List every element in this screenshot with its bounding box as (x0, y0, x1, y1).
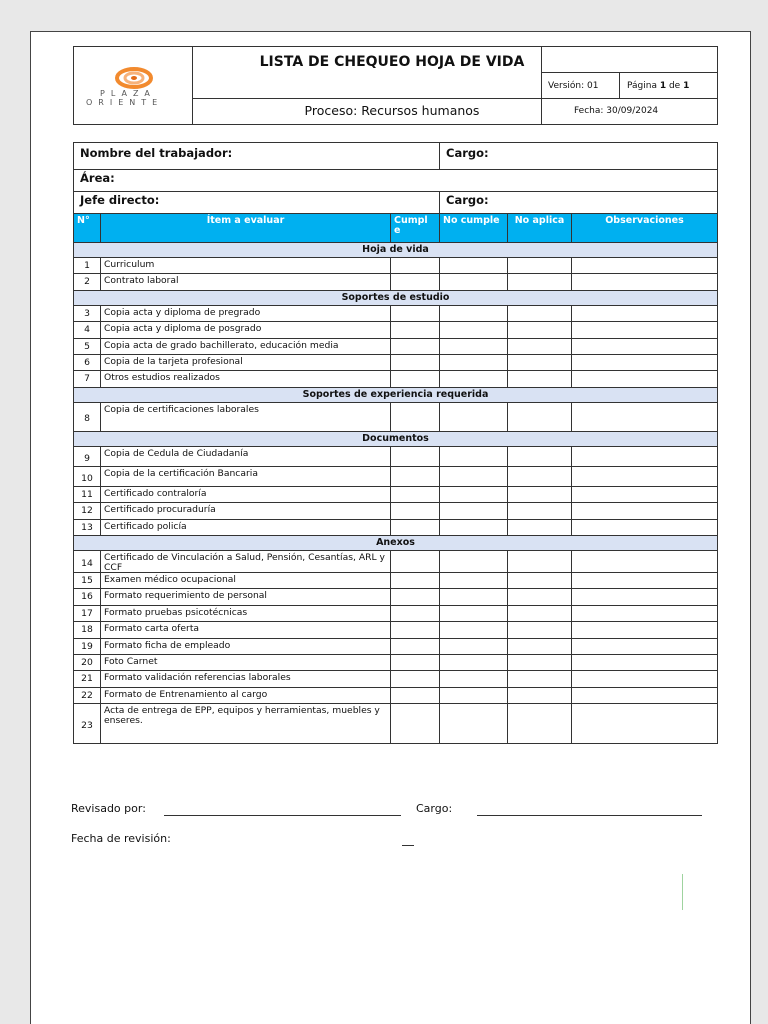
no-aplica-cell[interactable] (508, 688, 572, 704)
item-text: Certificado policía (101, 520, 391, 536)
item-number: 23 (73, 704, 101, 744)
no-aplica-cell[interactable] (508, 589, 572, 605)
col-no-aplica: No aplica (508, 214, 572, 243)
item-text: Copia de certificaciones laborales (101, 403, 391, 432)
observaciones-cell[interactable] (572, 403, 718, 432)
section-header: Anexos (73, 536, 718, 551)
item-text: Formato requerimiento de personal (101, 589, 391, 605)
table-row (73, 671, 718, 687)
no-aplica-cell[interactable] (508, 487, 572, 503)
cumple-cell[interactable] (391, 551, 440, 573)
item-text: Formato de Entrenamiento al cargo (101, 688, 391, 704)
table-row (73, 551, 718, 573)
no-cumple-cell[interactable] (440, 655, 508, 671)
no-aplica-cell[interactable] (508, 274, 572, 290)
cumple-cell[interactable] (391, 520, 440, 536)
observaciones-cell[interactable] (572, 622, 718, 638)
table-row (73, 371, 718, 387)
no-aplica-cell[interactable] (508, 573, 572, 589)
item-number: 21 (73, 671, 101, 687)
observaciones-cell[interactable] (572, 551, 718, 573)
observaciones-cell[interactable] (572, 503, 718, 519)
item-number: 22 (73, 688, 101, 704)
item-number: 3 (73, 306, 101, 322)
table-row (73, 520, 718, 536)
table-row (73, 704, 718, 744)
item-number: 14 (73, 551, 101, 573)
item-text: Otros estudios realizados (101, 371, 391, 387)
no-aplica-cell[interactable] (508, 551, 572, 573)
column-header-row (73, 214, 718, 243)
item-text: Copia acta y diploma de posgrado (101, 322, 391, 338)
cursor-mark (682, 874, 683, 910)
observaciones-cell[interactable] (572, 704, 718, 744)
item-text: Acta de entrega de EPP, equipos y herramientas, muebles y enseres. (101, 704, 391, 744)
no-cumple-cell[interactable] (440, 573, 508, 589)
item-number: 4 (73, 322, 101, 338)
no-cumple-cell[interactable] (440, 589, 508, 605)
item-text: Copia de Cedula de Ciudadanía (101, 447, 391, 467)
col-no-cumple: No cumple (440, 214, 508, 243)
observaciones-cell[interactable] (572, 671, 718, 687)
item-text: Contrato laboral (101, 274, 391, 290)
item-number: 20 (73, 655, 101, 671)
table-row (73, 403, 718, 432)
observaciones-cell[interactable] (572, 258, 718, 274)
item-text: Copia acta y diploma de pregrado (101, 306, 391, 322)
no-aplica-cell[interactable] (508, 447, 572, 467)
table-row (73, 274, 718, 290)
no-cumple-cell[interactable] (440, 403, 508, 432)
item-text: Certificado de Vinculación a Salud, Pensión, Cesantías, ARL y CCF (101, 551, 391, 573)
item-text: Copia de la certificación Bancaria (101, 467, 391, 487)
boss-cargo-label[interactable]: Cargo: (440, 192, 718, 214)
observaciones-cell[interactable] (572, 306, 718, 322)
footer-cargo-line[interactable] (477, 815, 702, 816)
document-header (73, 46, 718, 125)
item-number: 2 (73, 274, 101, 290)
no-cumple-cell[interactable] (440, 606, 508, 622)
item-text: Formato ficha de empleado (101, 639, 391, 655)
no-cumple-cell[interactable] (440, 447, 508, 467)
page-number: Página 1 de 1 (627, 81, 690, 91)
item-number: 7 (73, 371, 101, 387)
observaciones-cell[interactable] (572, 639, 718, 655)
item-text: Formato validación referencias laborales (101, 671, 391, 687)
item-number: 16 (73, 589, 101, 605)
cumple-cell[interactable] (391, 688, 440, 704)
no-cumple-cell[interactable] (440, 371, 508, 387)
observaciones-cell[interactable] (572, 339, 718, 355)
observaciones-cell[interactable] (572, 589, 718, 605)
item-text: Formato carta oferta (101, 622, 391, 638)
item-number: 13 (73, 520, 101, 536)
no-aplica-cell[interactable] (508, 671, 572, 687)
observaciones-cell[interactable] (572, 688, 718, 704)
cumple-cell[interactable] (391, 503, 440, 519)
cumple-cell[interactable] (391, 606, 440, 622)
logo-text-bottom: ORIENTE (86, 98, 164, 107)
cumple-cell[interactable] (391, 355, 440, 371)
table-row (73, 622, 718, 638)
area-label[interactable]: Área: (73, 170, 718, 192)
cumple-cell[interactable] (391, 573, 440, 589)
no-aplica-cell[interactable] (508, 403, 572, 432)
item-number: 6 (73, 355, 101, 371)
table-row (73, 467, 718, 487)
no-aplica-cell[interactable] (508, 306, 572, 322)
cumple-cell[interactable] (391, 447, 440, 467)
logo-icon (114, 67, 154, 89)
item-text: Certificado procuraduría (101, 503, 391, 519)
section-header: Soportes de experiencia requerida (73, 388, 718, 403)
item-text: Examen médico ocupacional (101, 573, 391, 589)
no-aplica-cell[interactable] (508, 520, 572, 536)
version-label: Versión: 01 (548, 81, 599, 91)
observaciones-cell[interactable] (572, 371, 718, 387)
worker-name-label: Nombre del trabajador: (73, 142, 440, 170)
table-row (73, 322, 718, 338)
no-cumple-cell[interactable] (440, 339, 508, 355)
table-row (73, 447, 718, 467)
cumple-cell[interactable] (391, 371, 440, 387)
table-row (73, 503, 718, 519)
item-number: 11 (73, 487, 101, 503)
cumple-cell[interactable] (391, 306, 440, 322)
no-cumple-cell[interactable] (440, 306, 508, 322)
item-number: 15 (73, 573, 101, 589)
cumple-cell[interactable] (391, 704, 440, 744)
footer-cargo-label: Cargo: (416, 802, 453, 815)
no-cumple-cell[interactable] (440, 688, 508, 704)
item-text: Copia acta de grado bachillerato, educación media (101, 339, 391, 355)
observaciones-cell[interactable] (572, 322, 718, 338)
item-text: Certificado contraloría (101, 487, 391, 503)
observaciones-cell[interactable] (572, 467, 718, 487)
table-row (73, 355, 718, 371)
no-cumple-cell[interactable] (440, 274, 508, 290)
item-number: 1 (73, 258, 101, 274)
section-header: Documentos (73, 432, 718, 447)
table-row (73, 306, 718, 322)
no-cumple-cell[interactable] (440, 467, 508, 487)
no-aplica-cell[interactable] (508, 655, 572, 671)
observaciones-cell[interactable] (572, 355, 718, 371)
no-cumple-cell[interactable] (440, 622, 508, 638)
table-row (73, 606, 718, 622)
section-header: Soportes de estudio (73, 291, 718, 306)
cumple-cell[interactable] (391, 655, 440, 671)
no-aplica-cell[interactable] (508, 339, 572, 355)
observaciones-cell[interactable] (572, 487, 718, 503)
no-aplica-cell[interactable] (508, 503, 572, 519)
cumple-cell[interactable] (391, 487, 440, 503)
no-aplica-cell[interactable] (508, 606, 572, 622)
no-aplica-cell[interactable] (508, 704, 572, 744)
no-aplica-cell[interactable] (508, 639, 572, 655)
document-title: LISTA DE CHEQUEO HOJA DE VIDA (259, 54, 525, 70)
no-cumple-cell[interactable] (440, 322, 508, 338)
no-cumple-cell[interactable] (440, 704, 508, 744)
item-number: 17 (73, 606, 101, 622)
no-cumple-cell[interactable] (440, 551, 508, 573)
table-row (73, 688, 718, 704)
section-header: Hoja de vida (73, 243, 718, 258)
no-cumple-cell[interactable] (440, 520, 508, 536)
item-text: Formato pruebas psicotécnicas (101, 606, 391, 622)
cumple-cell[interactable] (391, 639, 440, 655)
cumple-cell[interactable] (391, 403, 440, 432)
table-row (73, 655, 718, 671)
cumple-cell[interactable] (391, 671, 440, 687)
table-row (73, 339, 718, 355)
no-cumple-cell[interactable] (440, 639, 508, 655)
plaza-oriente-logo (84, 69, 192, 119)
observaciones-cell[interactable] (572, 520, 718, 536)
cumple-cell[interactable] (391, 467, 440, 487)
observaciones-cell[interactable] (572, 606, 718, 622)
cumple-cell[interactable] (391, 622, 440, 638)
table-row (73, 639, 718, 655)
item-number: 18 (73, 622, 101, 638)
no-cumple-cell[interactable] (440, 355, 508, 371)
observaciones-cell[interactable] (572, 573, 718, 589)
item-number: 5 (73, 339, 101, 355)
no-cumple-cell[interactable] (440, 503, 508, 519)
no-aplica-cell[interactable] (508, 355, 572, 371)
boss-label[interactable]: Jefe directo: (73, 192, 440, 214)
no-aplica-cell[interactable] (508, 371, 572, 387)
table-row (73, 258, 718, 274)
logo-text-top: PLAZA (100, 89, 156, 98)
item-number: 8 (73, 403, 101, 432)
col-item: Ítem a evaluar (101, 214, 391, 243)
item-number: 12 (73, 503, 101, 519)
col-observaciones: Observaciones (572, 214, 718, 243)
cumple-cell[interactable] (391, 339, 440, 355)
document-page (30, 31, 751, 1024)
cumple-cell[interactable] (391, 258, 440, 274)
no-aplica-cell[interactable] (508, 322, 572, 338)
table-row (73, 487, 718, 503)
date-label: Fecha: 30/09/2024 (574, 106, 659, 116)
reviewed-by-label: Revisado por: (71, 802, 146, 815)
process-label: Proceso: Recursos humanos (304, 103, 480, 118)
cumple-cell[interactable] (391, 589, 440, 605)
item-number: 10 (73, 467, 101, 487)
item-number: 19 (73, 639, 101, 655)
item-number: 9 (73, 447, 101, 467)
col-num: N° (73, 214, 101, 243)
worker-row (73, 142, 718, 170)
revision-date-line[interactable] (402, 845, 414, 846)
cumple-cell[interactable] (391, 322, 440, 338)
no-cumple-cell[interactable] (440, 487, 508, 503)
table-row (73, 589, 718, 605)
col-cumple: Cumpl e (391, 214, 440, 243)
reviewed-by-line[interactable] (164, 815, 401, 816)
observaciones-cell[interactable] (572, 274, 718, 290)
cargo-label[interactable]: Cargo: (440, 142, 718, 170)
observaciones-cell[interactable] (572, 447, 718, 467)
no-aplica-cell[interactable] (508, 258, 572, 274)
no-aplica-cell[interactable] (508, 622, 572, 638)
no-aplica-cell[interactable] (508, 467, 572, 487)
area-row (73, 170, 718, 192)
no-cumple-cell[interactable] (440, 258, 508, 274)
item-text: Foto Carnet (101, 655, 391, 671)
observaciones-cell[interactable] (572, 655, 718, 671)
item-text: Curriculum (101, 258, 391, 274)
cumple-cell[interactable] (391, 274, 440, 290)
item-text: Copia de la tarjeta profesional (101, 355, 391, 371)
table-row (73, 573, 718, 589)
boss-row (73, 192, 718, 214)
revision-date-label: Fecha de revisión: (71, 832, 171, 845)
no-cumple-cell[interactable] (440, 671, 508, 687)
